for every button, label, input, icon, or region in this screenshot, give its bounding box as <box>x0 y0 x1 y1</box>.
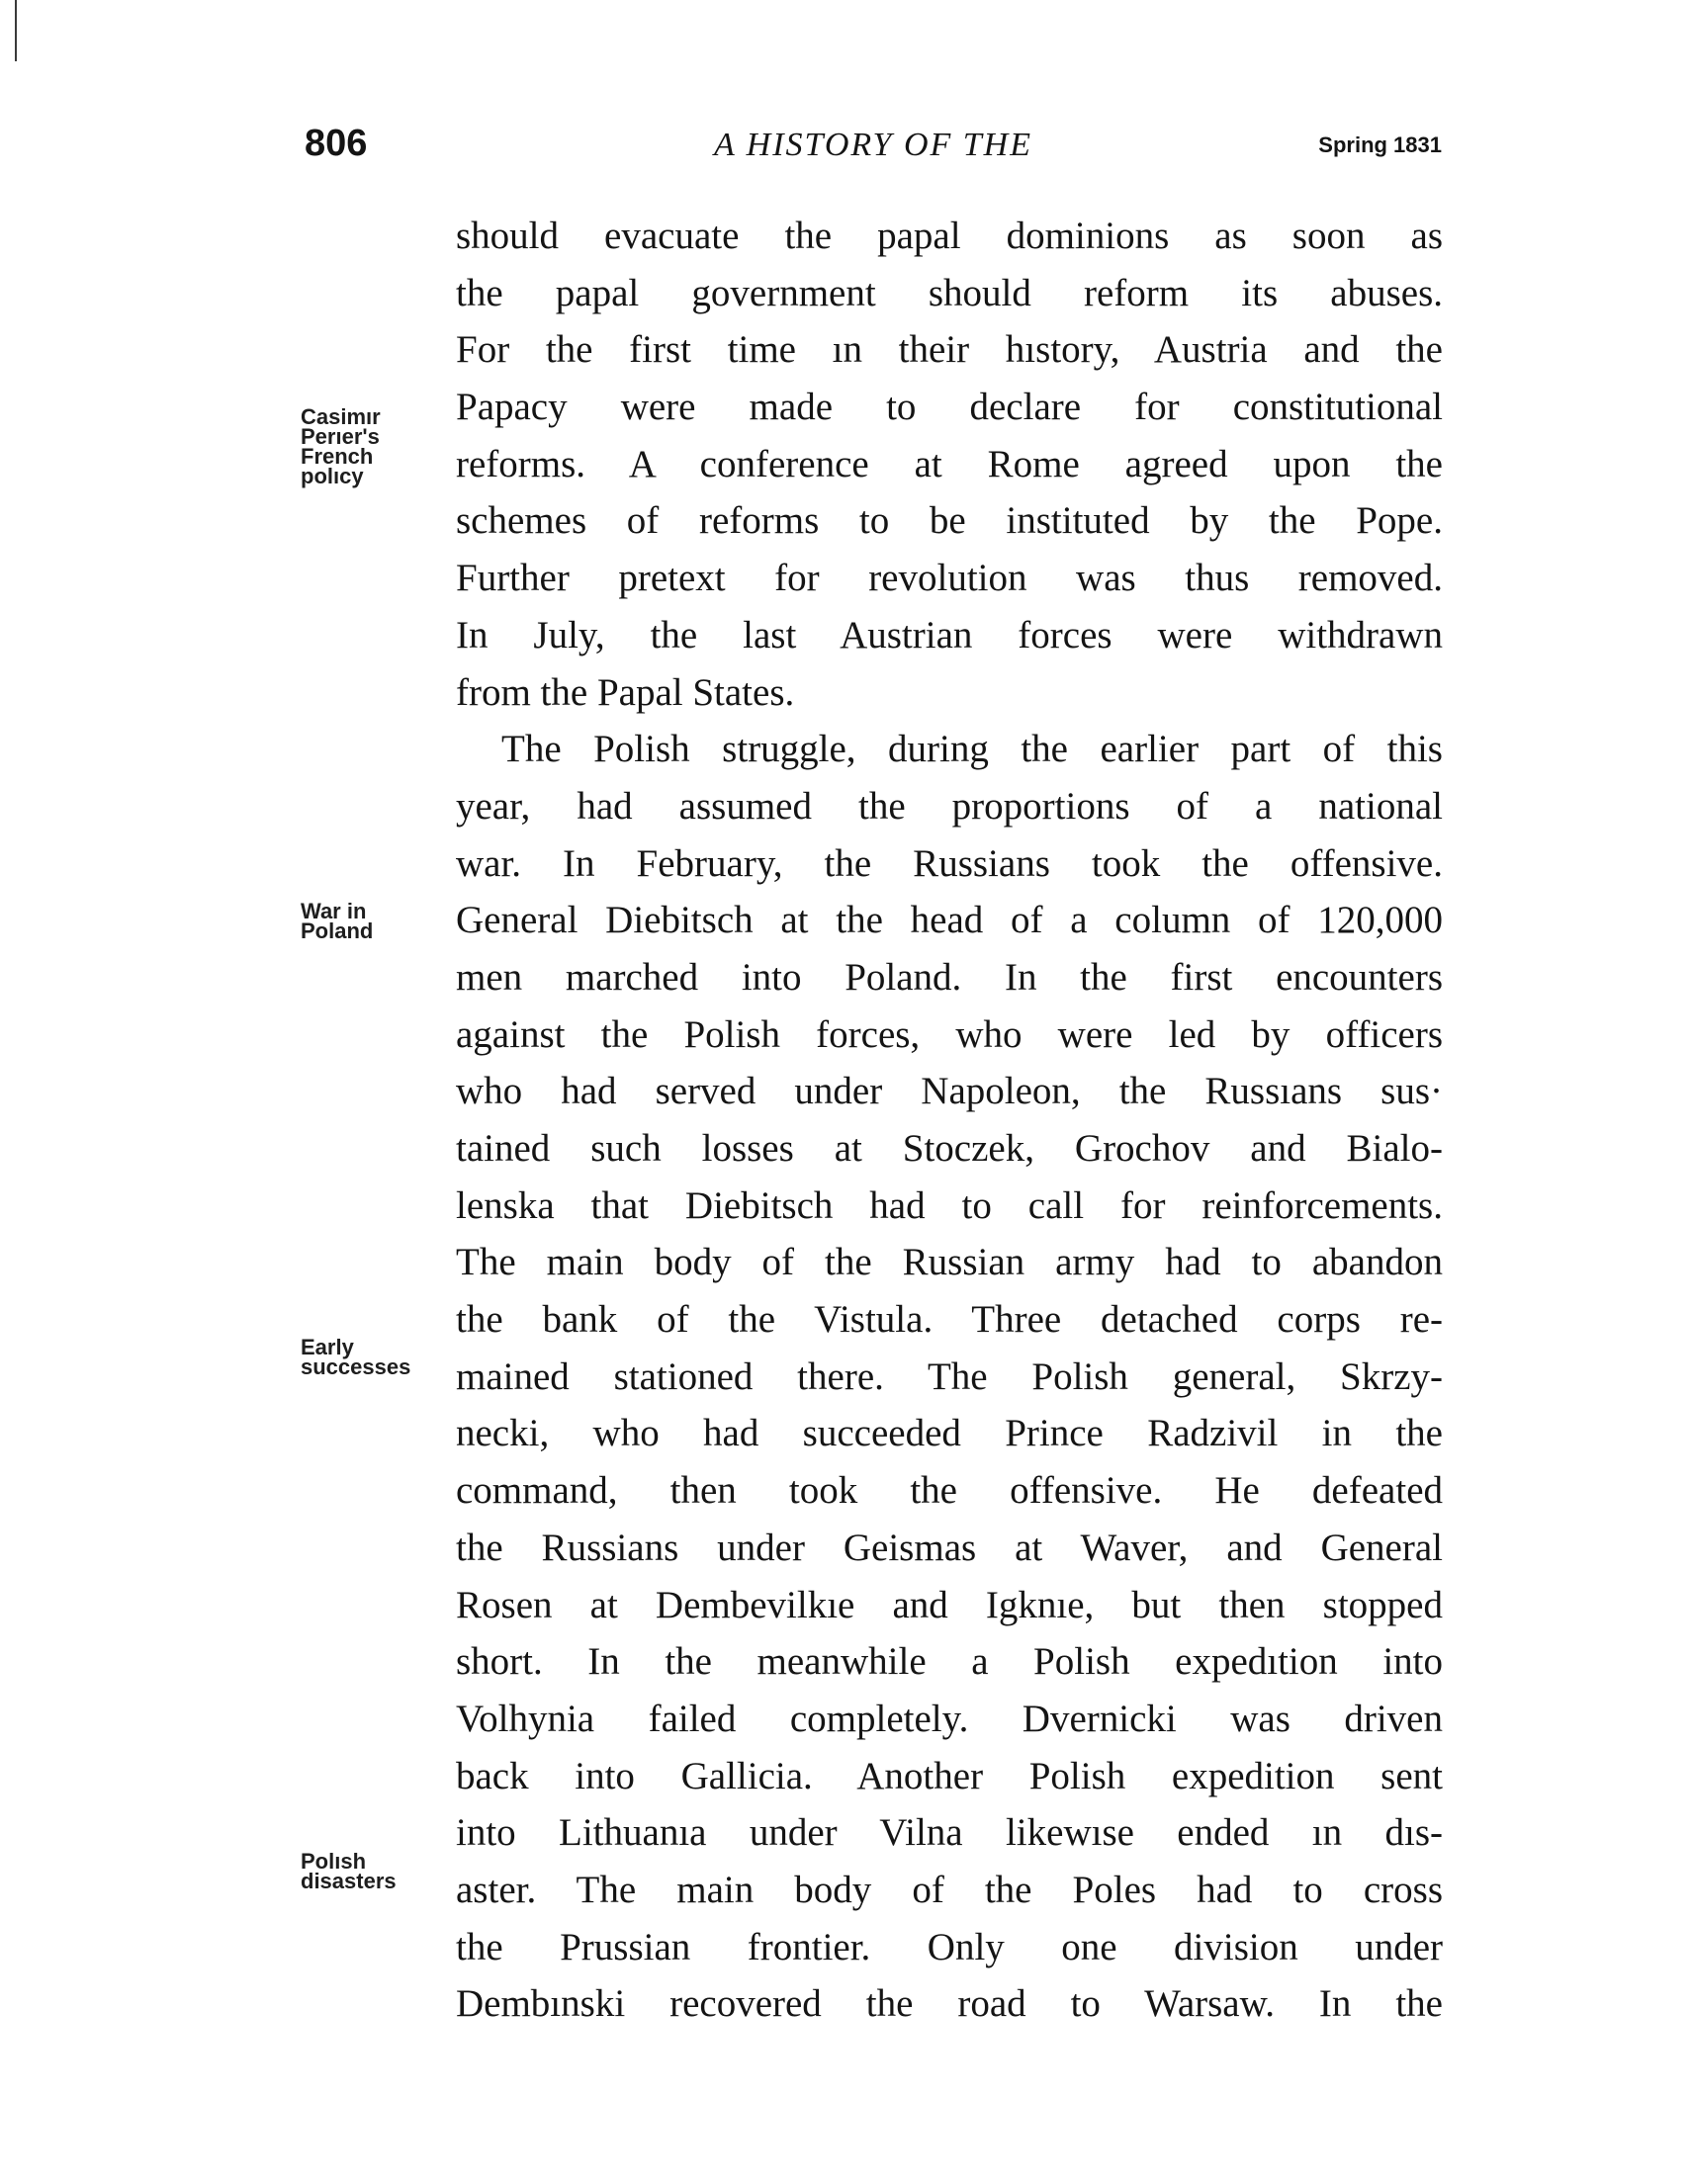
body-line: men marched into Poland. In the first encounters <box>456 955 1443 999</box>
margin-note-line: Early <box>301 1335 354 1359</box>
margin-note-polish-disasters <box>301 1849 397 1893</box>
body-line: lenska that Diebitsch had to call for reinforcements. <box>456 1183 1443 1227</box>
margin-note-line: French <box>301 444 374 469</box>
body-line: General Diebitsch at the head of a column of 120,000 <box>456 899 1443 942</box>
margin-note-line: Casimır <box>301 404 381 429</box>
body-line: the Russians under Geismas at Waver, and General <box>456 1526 1443 1569</box>
body-line: the Prussian frontier. Only one division under <box>456 1925 1443 1968</box>
body-line: aster. The main body of the Poles had to cross <box>456 1868 1443 1911</box>
body-text <box>456 208 1443 2033</box>
body-line: Rosen at Dembevilkıe and Igknıe, but then stopped <box>456 1583 1443 1626</box>
body-line: who had served under Napoleon, the Russıans sus· <box>456 1070 1443 1113</box>
scan-edge-mark <box>15 0 20 61</box>
body-line: In July, the last Austrian forces were withdrawn <box>456 613 1443 656</box>
margin-note-line: polıcy <box>301 464 364 488</box>
body-line: tained such losses at Stoczek, Grochov and Bialo- <box>456 1127 1443 1170</box>
running-title: A HISTORY OF THE <box>714 127 1032 163</box>
body-line: Dembınski recovered the road to Warsaw. In the <box>456 1982 1443 2026</box>
body-line: necki, who had succeeded Prince Radzivil in the <box>456 1412 1443 1455</box>
body-line: Papacy were made to declare for constitutional <box>456 386 1443 429</box>
margin-note-line: War in <box>301 899 367 923</box>
page-number: 806 <box>305 123 368 164</box>
body-line: year, had assumed the proportions of a national <box>456 784 1443 828</box>
body-line: reforms. A conference at Rome agreed upon the <box>456 442 1443 485</box>
body-line: schemes of reforms to be instituted by the Pope. <box>456 499 1443 543</box>
body-line: from the Papal States. <box>456 670 795 714</box>
margin-note-line: Poland <box>301 918 374 943</box>
body-line: command, then took the offensive. He defeated <box>456 1469 1443 1513</box>
body-line: The main body of the Russian army had to abandon <box>456 1241 1443 1284</box>
body-line: back into Gallicia. Another Polish expedition sent <box>456 1754 1443 1797</box>
body-line: the bank of the Vistula. Three detached corps re- <box>456 1298 1443 1342</box>
running-date: Spring 1831 <box>1318 132 1442 157</box>
body-line: The Polish struggle, during the earlier part of this <box>501 728 1443 771</box>
page-header <box>305 123 1442 172</box>
margin-note-early-successes <box>301 1335 411 1379</box>
margin-note-line: Polısh <box>301 1849 367 1874</box>
body-line: mained stationed there. The Polish general, Skrzy- <box>456 1354 1443 1398</box>
margin-note-war-in-poland <box>301 899 374 943</box>
body-line: war. In February, the Russians took the offensive. <box>456 841 1443 885</box>
body-line: Volhynia failed completely. Dvernicki was driven <box>456 1697 1443 1740</box>
body-line: For the first time ın their hıstory, Austria and the <box>456 328 1443 372</box>
margin-note-line: Perıer's <box>301 424 380 449</box>
margin-note-line: disasters <box>301 1869 397 1893</box>
body-line: the papal government should reform its abuses. <box>456 271 1443 314</box>
body-line: should evacuate the papal dominions as soon as <box>456 215 1443 257</box>
body-line: against the Polish forces, who were led by officers <box>456 1012 1443 1056</box>
margin-note-line: successes <box>301 1354 411 1379</box>
body-line: short. In the meanwhile a Polish expedıtion into <box>456 1640 1443 1684</box>
body-line: into Lithuanıa under Vilna likewıse ended ın dıs- <box>456 1811 1443 1855</box>
margin-note-casimir-perier <box>301 404 381 488</box>
body-line: Further pretext for revolution was thus removed. <box>456 557 1443 600</box>
